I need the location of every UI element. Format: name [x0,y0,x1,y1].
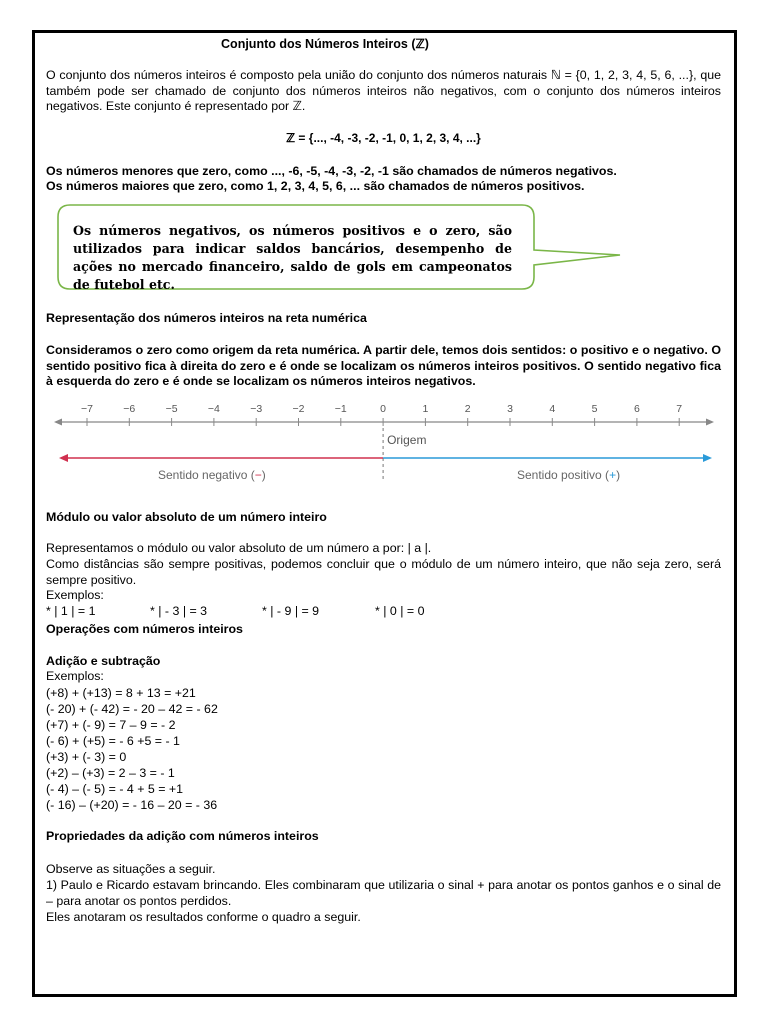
page-title: Conjunto dos Números Inteiros (ℤ) [221,37,429,51]
tick-label: −5 [165,403,178,415]
tick-label: 3 [507,403,513,415]
tick-label: −6 [123,403,136,415]
negative-direction-arrow [59,454,68,462]
positive-direction-arrow [703,454,712,462]
tick-label: −7 [81,403,93,415]
tick-label: −3 [250,403,263,415]
intro-paragraph: O conjunto dos números inteiros é composto pela união do conjunto dos números naturais ℕ = {0, 1, 2, 3, 4, 5, 6, ...}, que também pode ser chamado de conjunto dos números inteiros não negativos, com o conjunto dos números inteiros negativos. Este conjunto é representado por ℤ. [46,68,721,113]
tick-label: −2 [292,403,305,415]
modulo-example: * | 1 | = 1 [46,604,96,618]
modulo-line-2: Como distâncias são sempre positivas, podemos concluir que o módulo de um número inteiro, que não seja zero, será sempre positivo. [46,557,721,587]
add-sub-examples-label: Exemplos: [46,669,104,683]
add-sub-example: (- 6) + (+5) = - 6 +5 = - 1 [46,734,180,748]
tick-label: 7 [676,403,683,415]
modulo-line-1: Representamos o módulo ou valor absoluto de um número a por: | a |. [46,541,432,555]
add-sub-example: (+8) + (+13) = 8 + 13 = +21 [46,686,196,700]
section-representation-heading: Representação dos números inteiros na reta numérica [46,311,367,325]
section-properties-heading: Propriedades da adição com números inteiros [46,829,319,843]
situation-1-end: Eles anotaram os resultados conforme o quadro a seguir. [46,910,361,924]
modulo-examples [46,604,546,620]
negatives-line: Os números menores que zero, como ..., -6, -5, -4, -3, -2, -1 são chamados de números negativos. [46,164,617,178]
tick-label: 1 [422,403,429,415]
tick-label: 2 [464,403,471,415]
modulo-example: * | - 3 | = 3 [150,604,208,618]
representation-paragraph: Consideramos o zero como origem da reta numérica. A partir dele, temos dois sentidos: o positivo e o negativo. O sentido positivo fica à direita do zero e é onde se localizam os números inteiros positivos. O sentido negativo fica à esquerda do zero e é onde se localizam os números inteiros negativos. [46,343,721,388]
callout-text: Os números negativos, os números positivos e o zero, são utilizados para indicar saldos bancários, desempenho de ações no mercado financeiro, saldo de gols em campeonatos de futebol etc. [73,223,512,292]
add-sub-example: (+2) – (+3) = 2 – 3 = - 1 [46,766,175,780]
examples-label: Exemplos: [46,588,104,602]
add-sub-example: (+7) + (- 9) = 7 – 9 = - 2 [46,718,176,732]
add-sub-example: (- 4) – (- 5) = - 4 + 5 = +1 [46,782,184,796]
negative-direction-label: Sentido negativo (−) [158,468,266,482]
tick-label: 5 [591,403,598,415]
tick-label: −1 [334,403,347,415]
set-definition: ℤ = {..., -4, -3, -2, -1, 0, 1, 2, 3, 4, ...} [286,131,481,145]
section-modulo-heading: Módulo ou valor absoluto de um número inteiro [46,510,327,524]
number-line-figure [50,398,720,488]
modulo-example: * | - 9 | = 9 [262,604,320,618]
add-sub-example: (+3) + (- 3) = 0 [46,750,127,764]
observe-line: Observe as situações a seguir. [46,862,216,876]
positive-direction-label: Sentido positivo (+) [517,468,621,482]
add-sub-example: (- 16) – (+20) = - 16 – 20 = - 36 [46,798,218,812]
tick-label: −4 [207,403,220,415]
axis-left-arrow [54,419,62,426]
tick-label: 6 [633,403,640,415]
tick-label: 4 [549,403,556,415]
section-add-sub-heading: Adição e subtração [46,654,161,668]
add-sub-example: (- 20) + (- 42) = - 20 – 42 = - 62 [46,702,218,716]
axis-right-arrow [706,419,714,426]
section-operations-heading: Operações com números inteiros [46,622,243,636]
situation-1: 1) Paulo e Ricardo estavam brincando. Eles combinaram que utilizaria o sinal + para anotar os pontos ganhos e o sinal de – para anotar os pontos perdidos. [46,878,721,908]
modulo-example: * | 0 | = 0 [375,604,425,618]
tick-label: 0 [380,403,387,415]
origin-label: Origem [387,433,427,447]
positives-line: Os números maiores que zero, como 1, 2, 3, 4, 5, 6, ... são chamados de números positivos. [46,179,585,193]
